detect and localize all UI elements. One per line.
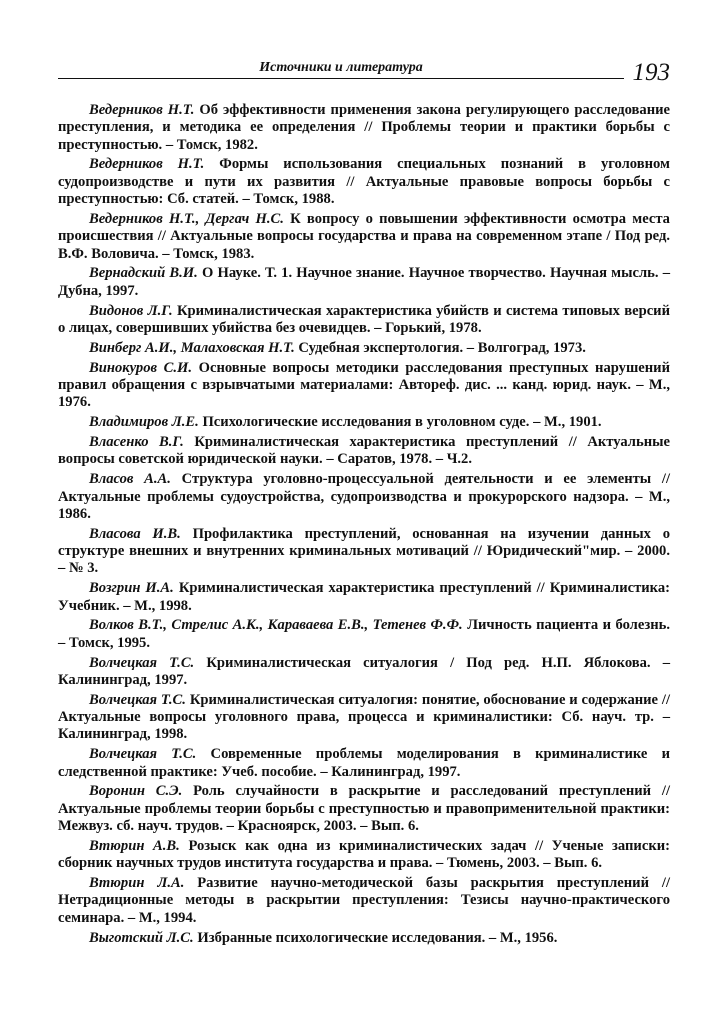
bibliography-entry [58, 211, 670, 263]
entry-text: Развитие научно-методической базы раскрытия преступлений // Нетрадиционные методы в раскрытии преступления: Тезисы научно-практического семинара. – М., 1994. [58, 875, 670, 926]
entry-author: Волков В.Т., Стрелис А.К., Караваева Е.В., Тетенев Ф.Ф. [89, 617, 463, 634]
entry-text: Криминалистическая характеристика убийств и система типовых версий о лицах, совершивших убийства без очевидцев. – Горький, 1978. [58, 302, 670, 336]
running-title: Источники и литература [259, 60, 423, 75]
bibliography-list [58, 102, 670, 950]
entry-author: Винберг А.И., Малаховская Н.Т. [89, 339, 295, 356]
bibliography-entry [58, 471, 670, 523]
bibliography-entry [58, 303, 670, 338]
entry-author: Вернадский В.И. [89, 265, 198, 282]
entry-author: Втюрин Л.А. [89, 875, 185, 892]
entry-text: Профилактика преступлений, основанная на изучении данных о структуре внешних и внутренних криминальных мотиваций // Юридический"мир. – 2000. – № 3. [58, 525, 671, 577]
bibliography-entry [58, 930, 670, 947]
entry-text: Розыск как одна из криминалистических задач // Ученые записки: сборник научных трудов института государства и права. – Тюмень, 2003. – Вып. 6. [58, 837, 670, 872]
bibliography-entry [58, 783, 670, 835]
bibliography-entry [58, 875, 670, 927]
bibliography-entry [58, 156, 670, 208]
entry-text: Формы использования специальных познаний в уголовном судопроизводстве и пути их развития // Актуальные правовые вопросы борьбы с преступностью: Сб. статей. – Томск, 1988. [58, 156, 670, 208]
entry-text: Основные вопросы методики расследования преступных нарушений правил обращения с взрывчатыми материалами: Автореф. дис. ... канд. юрид. наук. – М., 1976. [58, 359, 670, 411]
entry-author: Владимиров Л.Е. [89, 414, 199, 431]
entry-text: Судебная экспертология. – Волгоград, 1973. [298, 339, 586, 356]
entry-text: Криминалистическая ситуалогия / Под ред. Н.П. Яблокова. – Калининград, 1997. [58, 654, 670, 688]
entry-author: Власенко В.Г. [89, 434, 184, 451]
entry-author: Втюрин А.В. [89, 837, 180, 854]
entry-author: Воронин С.Э. [89, 783, 183, 800]
bibliography-entry [58, 838, 670, 873]
entry-text: Психологические исследования в уголовном суде. – М., 1901. [202, 414, 602, 431]
bibliography-entry [58, 580, 670, 615]
entry-text: Структура уголовно-процессуальной деятельности и ее элементы // Актуальные проблемы судоустройства, судопроизводства и прокурорского надзора. – М., 1986. [58, 471, 670, 522]
bibliography-entry [58, 692, 670, 744]
running-header [58, 58, 670, 88]
page-number: 193 [632, 59, 670, 86]
entry-text: Об эффективности применения закона регулирующего расследование преступления, и методика ее определения // Проблемы теории и практики борьбы с преступностью. – Томск, 1982. [58, 102, 670, 153]
entry-author: Власова И.В. [89, 525, 181, 542]
entry-text: Роль случайности в раскрытие и расследований преступлений // Актуальные проблемы теории борьбы с преступностью и правоприменительной практики: Межвуз. сб. науч. трудов. – Красноярск, 2003. – Вып. 6. [58, 783, 670, 835]
header-rule [58, 78, 624, 79]
entry-text: Криминалистическая ситуалогия: понятие, обоснование и содержание // Актуальные вопросы уголовного права, процесса и криминалистики: Сб. науч. тр. – Калининград, 1998. [58, 691, 670, 743]
bibliography-entry [58, 102, 670, 154]
bibliography-entry [58, 746, 670, 781]
entry-text: Криминалистическая характеристика преступлений // Криминалистика: Учебник. – М., 1998. [58, 580, 671, 614]
bibliography-entry [58, 617, 670, 652]
entry-author: Выготский Л.С. [89, 929, 194, 946]
entry-text: К вопросу о повышении эффективности осмотра места происшествия // Актуальные вопросы государства и права на современном этапе / Под ред. В.Ф. Воловича. – Томск, 1983. [58, 210, 670, 262]
bibliography-entry [58, 265, 670, 300]
entry-author: Волчецкая Т.С. [89, 654, 195, 671]
entry-author: Ведерников Н.Т., Дергач Н.С. [89, 210, 284, 227]
entry-author: Ведерников Н.Т. [89, 102, 195, 118]
entry-author: Власов А.А. [89, 471, 171, 488]
entry-text: Личность пациента и болезнь. – Томск, 1995. [58, 617, 670, 651]
entry-author: Винокуров С.И. [89, 359, 193, 376]
entry-author: Возгрин И.А. [89, 580, 174, 597]
bibliography-entry [58, 360, 670, 412]
entry-text: О Науке. Т. 1. Научное знание. Научное творчество. Научная мысль. – Дубна, 1997. [58, 265, 670, 299]
bibliography-entry [58, 340, 670, 357]
bibliography-entry [58, 434, 670, 469]
bibliography-entry [58, 414, 670, 431]
entry-text: Криминалистическая характеристика преступлений // Актуальные вопросы советской юридической науки. – Саратов, 1978. – Ч.2. [58, 434, 670, 468]
bibliography-entry [58, 655, 670, 690]
bibliography-entry [58, 526, 670, 578]
entry-text: Избранные психологические исследования. – М., 1956. [197, 929, 558, 946]
entry-author: Ведерников Н.Т. [89, 156, 205, 173]
entry-author: Волчецкая Т.С. [89, 691, 186, 708]
entry-text: Современные проблемы моделирования в криминалистике и следственной практике: Учеб. пособие. – Калининград, 1997. [58, 746, 670, 780]
entry-author: Видонов Л.Г. [89, 302, 173, 319]
entry-author: Волчецкая Т.С. [89, 746, 197, 763]
